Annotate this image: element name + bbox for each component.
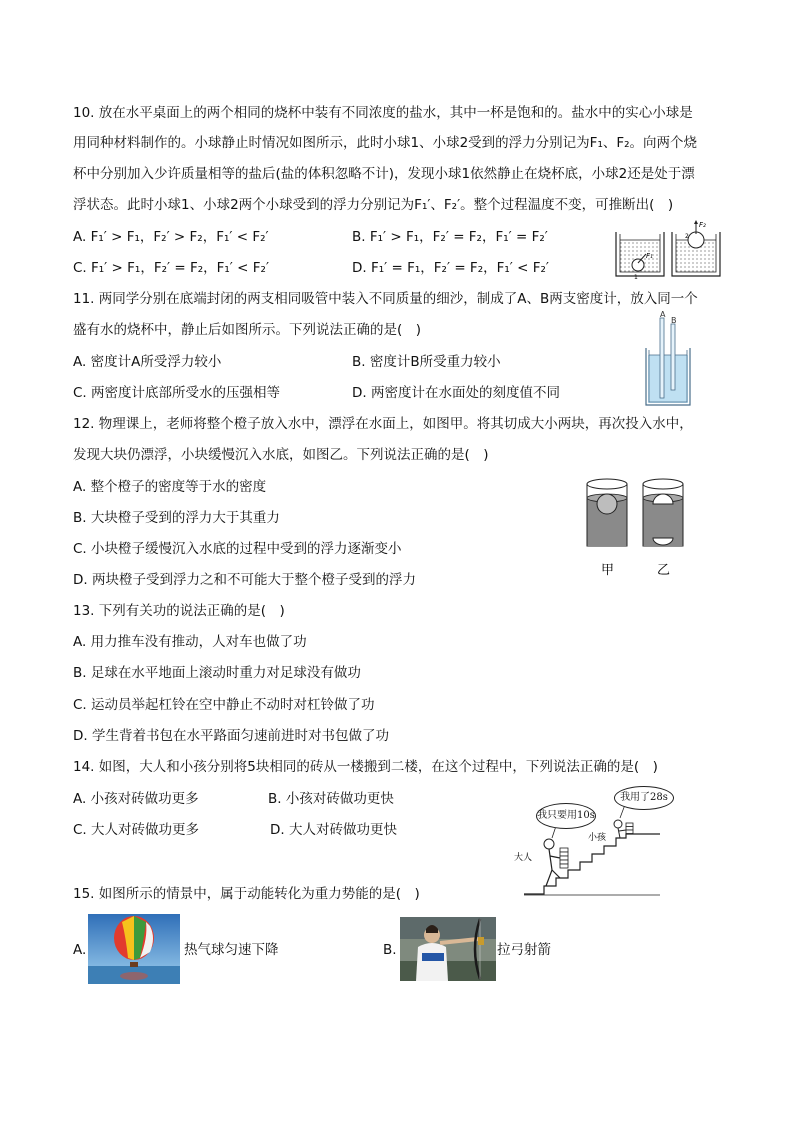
- q15-line-1: 15. 如图所示的情景中，属于动能转化为重力势能的是( ): [73, 886, 420, 902]
- q11-option-c: C. 两密度计底部所受水的压强相等: [73, 385, 281, 401]
- q10-line-4: 浮状态。此时小球1、小球2两个小球受到的浮力分别记为F₁′、F₂′。整个过程温度不变，可推断出( ): [73, 197, 674, 213]
- q14-line-1: 14. 如图，大人和小孩分别将5块相同的砖从一楼搬到二楼，在这个过程中，下列说法正确的是( ): [73, 759, 658, 775]
- q11-line-1: 11. 两同学分别在底端封闭的两支相同吸管中装入不同质量的细沙，制成了A、B两支密度计，放入同一个: [73, 291, 698, 307]
- q10-option-c: C. F₁′ > F₁，F₂′ = F₂，F₁′ < F₂′: [73, 260, 270, 276]
- q12-line-2: 发现大块仍漂浮，小块缓慢沉入水底，如图乙。下列说法正确的是( ): [73, 447, 489, 463]
- q14-bubble-adult: 我只要用10s: [536, 803, 596, 829]
- q14-option-c: C. 大人对砖做功更多: [73, 822, 200, 838]
- q10-option-d: D. F₁′ = F₁，F₂′ = F₂，F₁′ < F₂′: [352, 260, 549, 276]
- q10-ball2-label: 2: [685, 233, 689, 240]
- q12-label-yi: 乙: [657, 563, 671, 578]
- q13-line-1: 13. 下列有关功的说法正确的是( ): [73, 603, 285, 619]
- q12-line-1: 12. 物理课上，老师将整个橙子放入水中，漂浮在水面上，如图甲。将其切成大小两块，再次投入水中，: [73, 416, 693, 432]
- q15-archery-image: [400, 917, 496, 981]
- q13-option-a: A. 用力推车没有推动，人对车也做了功: [73, 634, 307, 650]
- q11-line-2: 盛有水的烧杯中，静止后如图所示。下列说法正确的是( ): [73, 322, 422, 338]
- q10-beakers-figure: [612, 218, 724, 280]
- q10-f1-label: F₁: [646, 252, 653, 260]
- q10-option-b: B. F₁′ > F₁，F₂′ = F₂，F₁′ = F₂′: [352, 229, 548, 245]
- q14-option-d: D. 大人对砖做功更快: [270, 822, 397, 838]
- q10-line-1: 10. 放在水平桌面上的两个相同的烧杯中装有不同浓度的盐水，其中一杯是饱和的。盐水中的实心小球是: [73, 105, 693, 121]
- q12-label-jia: 甲: [601, 563, 615, 578]
- q11-option-b: B. 密度计B所受重力较小: [352, 354, 501, 370]
- q15-option-a-letter: A.: [73, 942, 87, 958]
- q14-option-a: A. 小孩对砖做功更多: [73, 791, 199, 807]
- q15-option-a-text: 热气球匀速下降: [184, 942, 279, 958]
- q11-label-b: B: [671, 316, 677, 325]
- q11-option-d: D. 两密度计在水面处的刻度值不同: [352, 385, 560, 401]
- q10-f2-label: F₂: [699, 221, 706, 229]
- q14-label-child: 小孩: [588, 833, 607, 843]
- q14-bubble-child: 我用了28s: [614, 786, 674, 810]
- q11-hydrometer-figure: [643, 310, 693, 407]
- q15-hot-air-balloon-image: [88, 914, 180, 984]
- q15-option-b-text: 拉弓射箭: [497, 942, 551, 958]
- q15-option-b-letter: B.: [383, 942, 397, 958]
- q12-option-c: C. 小块橙子缓慢沉入水底的过程中受到的浮力逐渐变小: [73, 541, 402, 557]
- q11-label-a: A: [660, 310, 666, 319]
- q10-ball1-label: 1: [634, 274, 638, 280]
- q13-option-d: D. 学生背着书包在水平路面匀速前进时对书包做了功: [73, 728, 389, 744]
- q14-label-adult: 大人: [514, 853, 533, 863]
- q12-option-d: D. 两块橙子受到浮力之和不可能大于整个橙子受到的浮力: [73, 572, 416, 588]
- q10-line-2: 用同种材料制作的。小球静止时情况如图所示，此时小球1、小球2受到的浮力分别记为F₁、F₂。向两个烧: [73, 135, 698, 151]
- q13-option-b: B. 足球在水平地面上滚动时重力对足球没有做功: [73, 665, 361, 681]
- q13-option-c: C. 运动员举起杠铃在空中静止不动时对杠铃做了功: [73, 697, 375, 713]
- q10-line-3: 杯中分别加入少许质量相等的盐后(盐的体积忽略不计)，发现小球1依然静止在烧杯底，小球2还是处于漂: [73, 166, 695, 182]
- q12-option-b: B. 大块橙子受到的浮力大于其重力: [73, 510, 280, 526]
- q11-option-a: A. 密度计A所受浮力较小: [73, 354, 222, 370]
- q10-option-a: A. F₁′ > F₁，F₂′ > F₂，F₁′ < F₂′: [73, 229, 269, 245]
- q14-option-b: B. 小孩对砖做功更快: [268, 791, 394, 807]
- q12-orange-figure: [584, 476, 690, 580]
- q12-option-a: A. 整个橙子的密度等于水的密度: [73, 479, 267, 495]
